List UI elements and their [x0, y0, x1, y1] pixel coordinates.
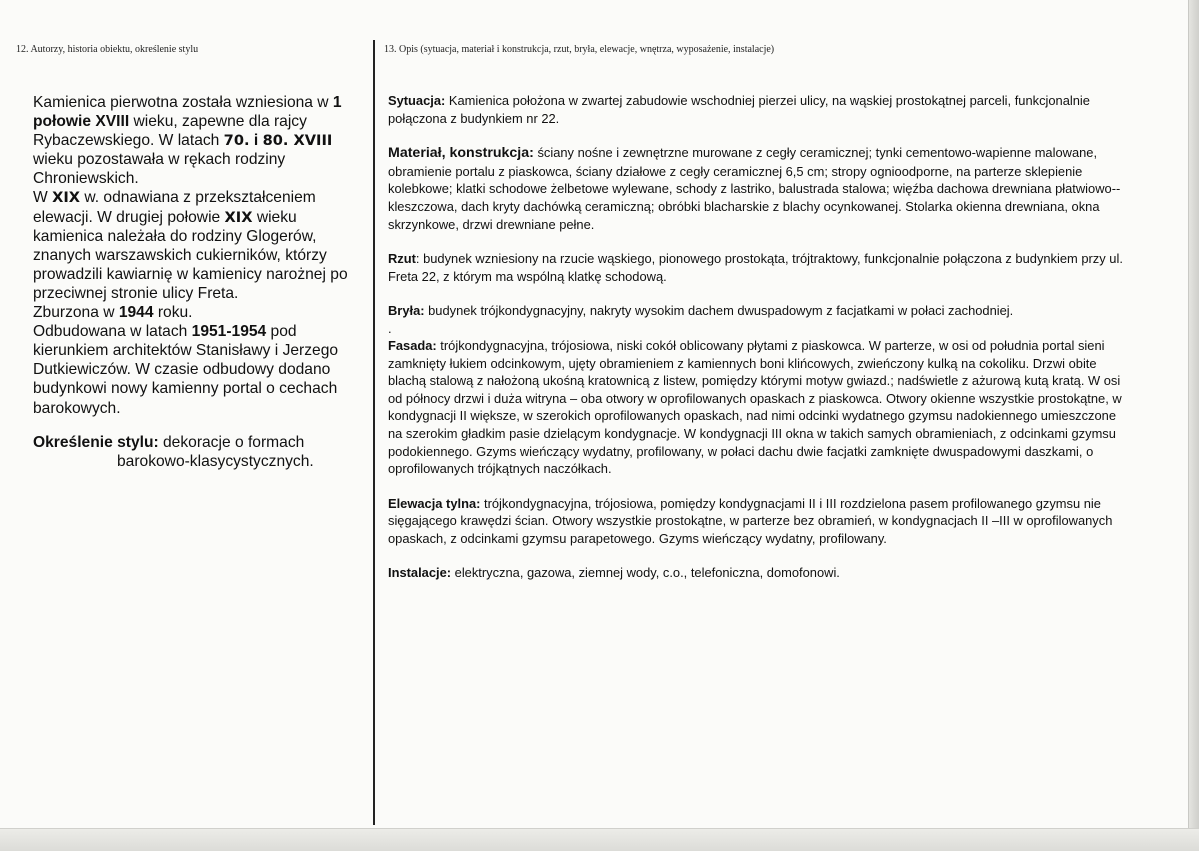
situation-section	[388, 92, 1123, 127]
text-run: barokowo-klasycystycznych.	[117, 452, 314, 470]
text-run: roku.	[153, 304, 193, 322]
section-13-header: 13. Opis (sytuacja, materiał i konstrukcja, rzut, bryła, elewacje, wnętrza, wyposażenie, instalacje)	[384, 44, 775, 55]
section-text: trójkondygnacyjna, trójosiowa, pomiędzy kondygnacjami II i III rozdzielona pasem profilowanego gzymsu nie sięgającego krawędzi ścian. Otwory wszystkie prostokątne, w parterze bez obramień, w kondygnacjach II –III w oprofilowanych opaskach, z odcinkami gzymsu parapetowego. Gzyms wieńczący wydatny, profilowany.	[388, 495, 1113, 546]
emphasis-run: i	[253, 132, 259, 150]
emphasis-run: XIX	[224, 208, 253, 226]
material-section	[388, 144, 1123, 233]
section-label: Instalacje:	[388, 565, 452, 581]
text-run: wieku kamienica należała do rodziny Glogerów, znanych warszawskich cukierników, którzy prowadzili kawiarnię w kamienicy narożnej po przeciwnej stronie ulicy Freta.	[33, 208, 348, 302]
history-paragraph-destroyed	[33, 303, 353, 322]
style-label: Określenie stylu:	[33, 433, 159, 451]
emphasis-run: 1951-1954	[191, 323, 267, 341]
text-run: pod kierunkiem architektów Stanisławy i Jerzego Dutkiewiczów. W czasie odbudowy dodano budynkowi nowy kamienny portal o cechach barokowych.	[33, 323, 339, 417]
facade-section	[388, 337, 1123, 478]
history-paragraph-origin	[33, 93, 353, 188]
emphasis-run: 1944	[118, 304, 154, 322]
section-text: budynek trójkondygnacyjny, nakryty wysokim dachem dwuspadowym z facjatkami w połaci zachodniej.	[424, 303, 1014, 319]
description-column	[388, 92, 1123, 582]
history-paragraph-rebuilt	[33, 322, 353, 417]
section-label: Sytuacja:	[388, 93, 446, 108]
page-edge-bottom	[0, 828, 1199, 851]
text-run: dekoracje o formach	[158, 433, 305, 451]
text-run: Odbudowana w latach	[33, 323, 192, 341]
paragraph-gap	[33, 418, 353, 433]
text-run: W	[33, 189, 53, 207]
section-text: : budynek wzniesiony na rzucie wąskiego, pionowego prostokąta, trójtraktowy, funkcjonalnie połączona z budynkiem przy ul. Freta 22, z którym ma wspólną klatkę schodową.	[388, 251, 1123, 284]
section-text: ściany nośne i zewnętrzne murowane z cegły ceramicznej; tynki cementowo-wapienne malowane, obramienie portalu z piaskowca, ściany działowe z cegły ceramicznej 6,5 cm; stropy ognioodporne, na parterze sklepienie kolebkowe; klatki schodowe żelbetowe wylewane, schody z lastriko, balustrada stalowa; więźba dachowa drewniana płatwiowo-‐kleszczowa, dach kryty dachówką ceramiczną; obróbki blacharskie z blachy ocynkowanej. Stolarka okienna drewniana, okna skrzynkowe, drzwi drewniane pełne.	[388, 145, 1121, 232]
section-gap	[388, 233, 1123, 250]
emphasis-run: 80. XVIII	[262, 132, 333, 150]
history-paragraph-19th-century	[33, 188, 353, 303]
section-label: Rzut	[388, 251, 416, 267]
section-label: Bryła:	[388, 303, 425, 319]
text-run: w. odnawiana z przekształceniem elewacji. W drugiej połowie	[33, 189, 316, 226]
rear-elevation-section	[388, 495, 1123, 548]
text-run: Kamienica pierwotna została wzniesiona w	[33, 94, 333, 111]
section-12-header: 12. Autorzy, historia obiektu, określenie stylu	[16, 44, 199, 55]
text-run: wieku, zapewne dla rajcy Rybaczewskiego. W latach	[33, 113, 307, 150]
page-edge-right	[1188, 0, 1199, 851]
body-section	[388, 302, 1123, 320]
installations-section	[388, 564, 1123, 582]
section-gap	[388, 127, 1123, 144]
section-label: Fasada:	[388, 337, 437, 353]
history-column	[33, 93, 353, 471]
section-text: elektryczna, gazowa, ziemnej wody, c.o., telefoniczna, domofonowi.	[451, 565, 840, 581]
text-run: Zburzona w	[33, 304, 119, 322]
text-run: wieku pozostawała w rękach rodziny Chroniewskich.	[33, 151, 286, 188]
section-gap	[388, 285, 1123, 302]
emphasis-run: XIX	[52, 189, 80, 207]
emphasis-run: 1 połowie XVIII	[33, 94, 342, 131]
section-text: Kamienica położona w zwartej zabudowie wschodniej pierzei ulicy, na wąskiej prostokątnej parceli, funkcjonalnie połączona z budynkiem nr 22.	[388, 93, 1090, 126]
style-definition	[33, 433, 353, 471]
stray-dot: .	[388, 320, 392, 336]
section-text: trójkondygnacyjna, trójosiowa, niski cokół oblicowany płytami z piaskowca. W parterze, w osi od południa portal sieni zamknięty łukiem odcinkowym, ujęty obramieniem z kamiennych boni klińcowych, zwieńczony kulką na cokoliku. Drzwi obite blachą stalową z nałożoną ukośną kratownicą z listew, pomiędzy którymi motyw gwiazd.; nadświetle z ażurową kutą kratą. W osi od północy drzwi i duża witryna – oba otwory w oprofilowanych opaskach z piaskowca. Otwory okienne wszystkie prostokątne, w kondygnacji II większe, w szerokich oprofilowanych opaskach, nad nimi odcinki wydatnego gzymsu nadokiennego umieszczone na szerokim gładkim pasie dzielącym kondygnacje. W kondygnacji III okna w takich samych obramieniach, z odcinkami gzymsu podokiennego. Gzyms wieńczący wydatny, profilowany, w połaci dachu dwie facjatki zamknięte dwuspadowymi daszkami, o oprofilowanych trójkątnych naczółkach.	[388, 337, 1122, 477]
plan-section	[388, 250, 1123, 285]
section-label: Materiał, konstrukcja:	[388, 145, 534, 162]
emphasis-run: 70.	[223, 132, 250, 150]
section-label: Elewacja tylna:	[388, 495, 481, 511]
section-gap	[388, 478, 1123, 495]
section-gap	[388, 547, 1123, 564]
column-divider	[373, 40, 375, 825]
